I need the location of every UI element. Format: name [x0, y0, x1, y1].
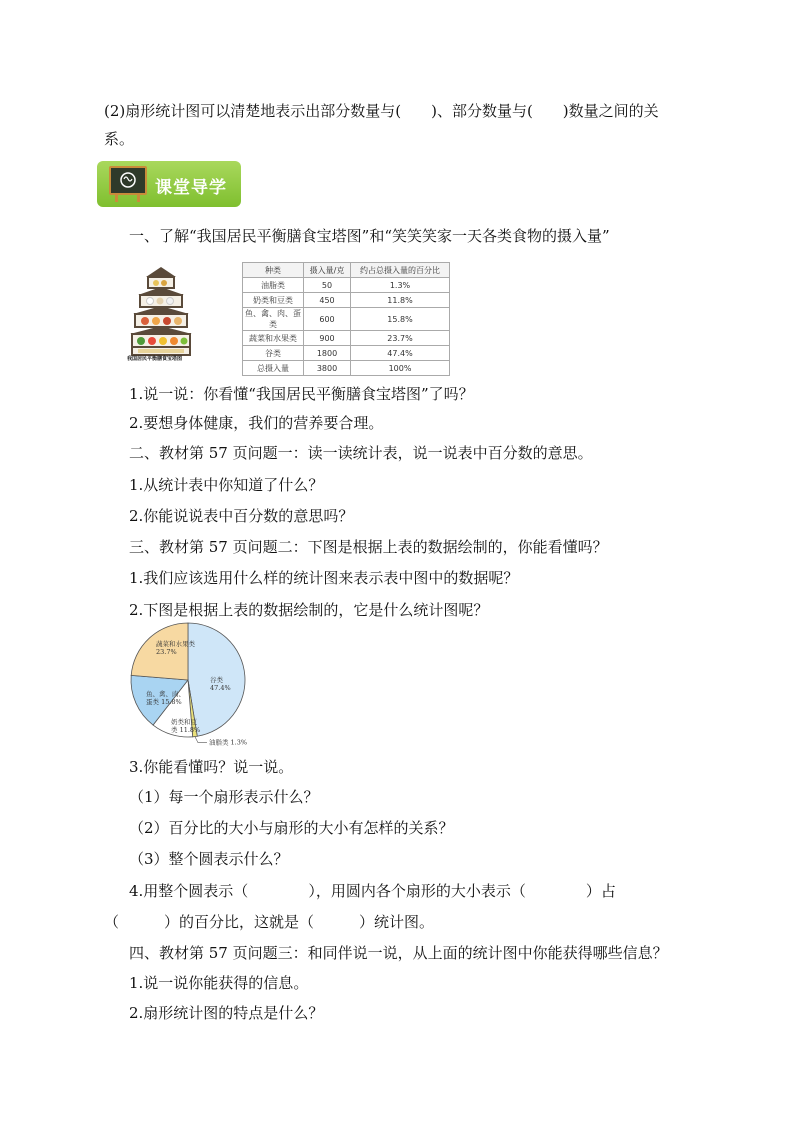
pie-label: 47.4%: [210, 684, 231, 692]
table-cell: 谷类: [243, 346, 304, 361]
pie-label: 谷类: [210, 676, 223, 684]
section-3-q3b: （2）百分比的大小与扇形的大小有怎样的关系？: [129, 819, 454, 837]
section-4-q2: 2.扇形统计图的特点是什么？: [129, 1004, 324, 1022]
section-3-q1: 1.我们应该选用什么样的统计图来表示表中图中的数据呢？: [129, 569, 519, 587]
section-2-q2: 2.你能说说表中百分数的意思吗？: [129, 507, 354, 525]
table-cell: 蔬菜和水果类: [243, 331, 304, 346]
chalkboard-icon: [109, 166, 147, 195]
header-cell: 约占总摄入量的百分比: [351, 263, 450, 278]
banner-title: 课堂导学: [155, 178, 227, 198]
section-3-q2: 2.下图是根据上表的数据绘制的，它是什么统计图呢？: [129, 601, 489, 619]
food-intake-table: [242, 262, 450, 376]
table-cell: 奶类和豆类: [243, 293, 304, 308]
table-row: [243, 331, 450, 346]
section-3-q3a: （1）每一个扇形表示什么？: [129, 788, 319, 806]
pie-label: 蔬菜和水果类: [156, 640, 195, 648]
section-1-heading: 一、了解“我国居民平衡膳食宝塔图”和“笑笑笑家一天各类食物的摄入量”: [129, 227, 610, 245]
table-cell: 900: [304, 331, 351, 346]
section-3-q4-line1: 4.用整个圆表示（ ），用圆内各个扇形的大小表示（ ）占: [129, 882, 616, 900]
table-cell: 47.4%: [351, 346, 450, 361]
table-row: [243, 361, 450, 376]
pie-label: 蛋类 15.8%: [146, 698, 182, 706]
intro-line-2: 系。: [104, 130, 135, 148]
pie-leader-line: [195, 737, 207, 743]
pie-label: 奶类和豆: [171, 718, 197, 726]
table-cell: 100%: [351, 361, 450, 376]
table-cell: 450: [304, 293, 351, 308]
section-3-q4-line2: （ ）的百分比，这就是（ ）统计图。: [104, 913, 435, 931]
table-cell: 1800: [304, 346, 351, 361]
table-cell: 15.8%: [351, 308, 450, 331]
table-row: [243, 346, 450, 361]
pyramid-caption: 我国居民平衡膳食宝塔图: [127, 356, 183, 362]
pie-label: 类 11.8%: [171, 726, 201, 734]
table-cell: 鱼、禽、肉、蛋类: [243, 308, 304, 331]
section-1-q1: 1.说一说：你看懂“我国居民平衡膳食宝塔图”了吗？: [129, 385, 474, 403]
table-cell: 11.8%: [351, 293, 450, 308]
table-header-row: [243, 263, 450, 278]
header-cell: 种类: [243, 263, 304, 278]
pie-label: 鱼、禽、肉、: [146, 690, 185, 698]
table-cell: 1.3%: [351, 278, 450, 293]
table-cell: 总摄入量: [243, 361, 304, 376]
table-cell: 3800: [304, 361, 351, 376]
table-cell: 油脂类: [243, 278, 304, 293]
intro-line-1: (2)扇形统计图可以清楚地表示出部分数量与( )、部分数量与( )数量之间的关: [104, 102, 659, 120]
section-1-q2: 2.要想身体健康，我们的营养要合理。: [129, 414, 384, 432]
section-4-q1: 1.说一说你能获得的信息。: [129, 974, 309, 992]
section-2-q1: 1.从统计表中你知道了什么？: [129, 476, 324, 494]
food-pyramid-image: [128, 265, 194, 365]
section-2-heading: 二、教材第 57 页问题一：读一读统计表，说一说表中百分数的意思。: [129, 444, 593, 462]
section-banner: [97, 161, 241, 207]
table-row: [243, 293, 450, 308]
section-3-heading: 三、教材第 57 页问题二：下图是根据上表的数据绘制的，你能看懂吗？: [129, 538, 608, 556]
table-cell: 23.7%: [351, 331, 450, 346]
table-row: [243, 308, 450, 331]
section-4-heading: 四、教材第 57 页问题三：和同伴说一说，从上面的统计图中你能获得哪些信息？: [129, 944, 668, 962]
table-cell: 600: [304, 308, 351, 331]
header-cell: 摄入量/克: [304, 263, 351, 278]
table-cell: 50: [304, 278, 351, 293]
food-pie-chart: [118, 622, 318, 752]
table-row: [243, 278, 450, 293]
pie-label: 23.7%: [156, 648, 177, 656]
pie-label: 油脂类 1.3%: [208, 738, 248, 747]
section-3-q3c: （3）整个圆表示什么？: [129, 850, 289, 868]
section-3-q3: 3.你能看懂吗？说一说。: [129, 758, 294, 776]
